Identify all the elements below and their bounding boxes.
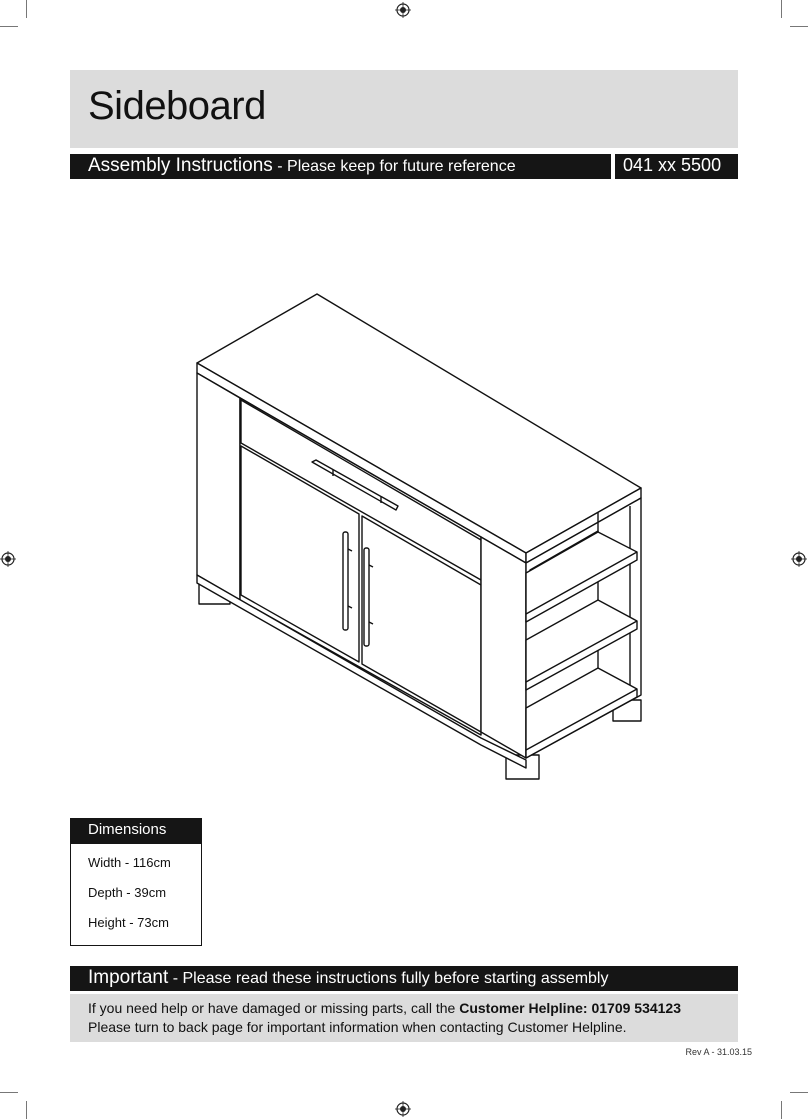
title-band	[70, 70, 738, 148]
subtitle-rest: - Please keep for future reference	[272, 158, 516, 175]
info-line-2: Please turn to back page for important information when contacting Customer Helpline.	[88, 1019, 627, 1035]
sideboard-illustration	[190, 290, 650, 790]
registration-mark-bottom	[395, 1101, 411, 1117]
registration-mark-top	[395, 2, 411, 18]
crop-mark-bottom-left-h	[0, 1092, 18, 1093]
revision-label: Rev A - 31.03.15	[685, 1047, 752, 1057]
important-rest: - Please read these instructions fully before starting assembly	[168, 970, 609, 987]
important-text	[88, 967, 608, 989]
important-bar	[70, 966, 738, 991]
important-main: Important	[88, 967, 169, 988]
crop-mark-top-right-v	[781, 0, 782, 18]
product-code-bar	[615, 154, 738, 179]
crop-mark-bottom-right-h	[790, 1092, 808, 1093]
door-handle-left	[343, 532, 348, 630]
left-panel	[197, 373, 240, 600]
door-handle-right	[364, 548, 369, 646]
crop-mark-bottom-right-v	[781, 1101, 782, 1119]
customer-helpline: Customer Helpline: 01709 534123	[459, 1000, 681, 1016]
info-line-1-prefix: If you need help or have damaged or missing parts, call the	[88, 1000, 460, 1016]
registration-mark-right	[791, 551, 807, 567]
dimensions-heading: Dimensions	[88, 821, 167, 838]
subtitle-text	[88, 155, 516, 177]
right-panel	[481, 537, 526, 758]
crop-mark-top-right-h	[790, 26, 808, 27]
info-line-1	[88, 1000, 681, 1016]
dimensions-heading-bar	[70, 818, 202, 844]
product-code: 041 xx 5500	[623, 155, 722, 175]
info-band	[70, 994, 738, 1042]
dimension-depth: Depth - 39cm	[88, 885, 167, 900]
crop-mark-top-left-v	[26, 0, 27, 18]
registration-mark-left	[0, 551, 16, 567]
crop-mark-top-left-h	[0, 26, 18, 27]
subtitle-bar	[70, 154, 611, 179]
crop-mark-bottom-left-v	[26, 1101, 27, 1119]
dimension-height: Height - 73cm	[88, 915, 169, 930]
page-title: Sideboard	[88, 84, 266, 128]
subtitle-main: Assembly Instructions	[88, 155, 273, 176]
dimension-width: Width - 116cm	[88, 855, 171, 870]
